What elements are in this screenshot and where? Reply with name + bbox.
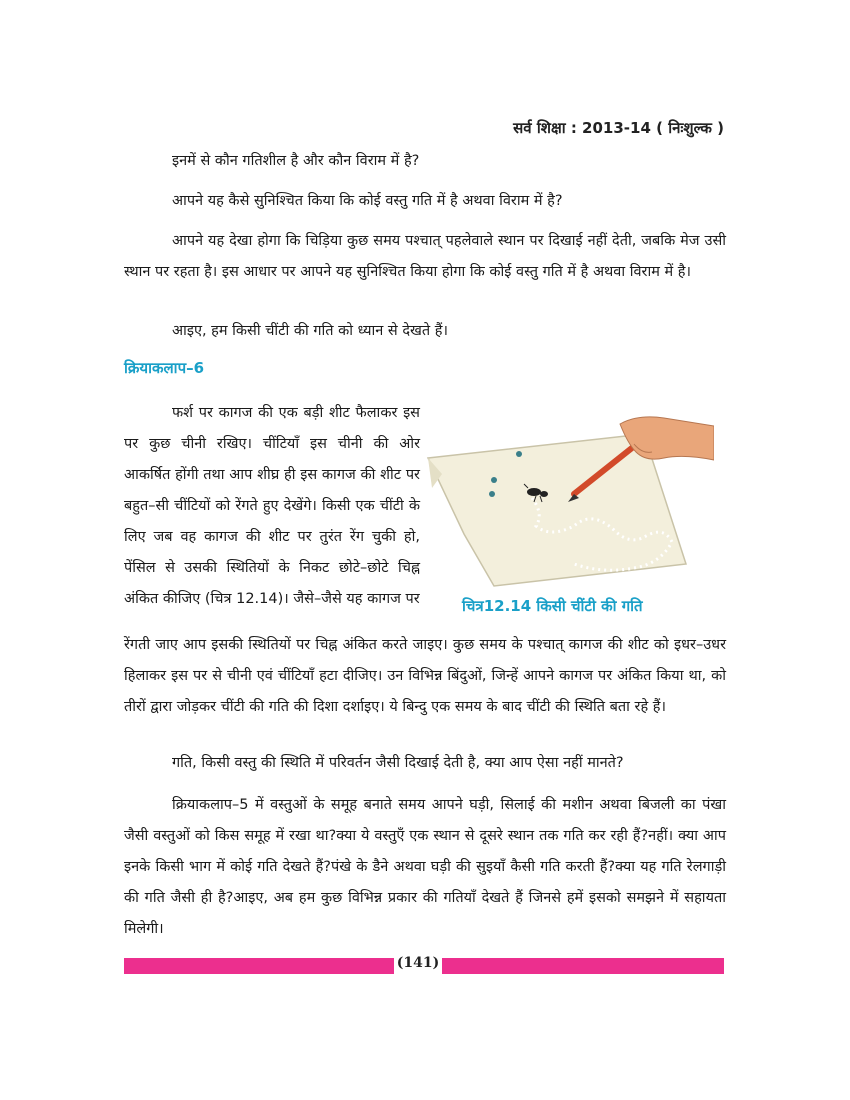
paragraph-question-2: आपने यह कैसे सुनिश्चित किया कि कोई वस्तु गति में है अथवा विराम में है? xyxy=(172,193,563,209)
paragraph-motion-definition: गति, किसी वस्तु की स्थिति में परिवर्तन जैसी दिखाई देती है, क्या आप ऐसा नहीं मानते? xyxy=(172,755,624,771)
activity-text-left: फर्श पर कागज की एक बड़ी शीट फैलाकर इस पर कुछ चीनी रखिए। चींटियाँ इस चीनी की ओर आकर्षित होंगी तथा आप शीघ्र ही इस कागज की शीट पर बहुत–सी चींटियों को रेंगते हुए देखेंगे। किसी एक चींटी के लिए जब वह कागज की शीट पर तुरंत रेंग चुकी हो, पेंसिल से उसकी स्थितियों के निकट छोटे–छोटे चिह्न अंकित कीजिए (चित्र 12.14)। जैसे–जैसे यह कागज पर xyxy=(124,405,420,607)
footer-bar-right xyxy=(442,958,724,974)
paragraph-activity5-reference: क्रियाकलाप–5 में वस्तुओं के समूह बनाते समय आपने घड़ी, सिलाई की मशीन अथवा बिजली का पंखा जैसी वस्तुओं को किस समूह में रखा था?क्या ये वस्तुएँ एक स्थान से दूसरे स्थान तक गति कर रही हैं?नहीं। क्या आप इनके किसी भाग में कोई गति देखते हैं?पंखे के डैने अथवा घड़ी की सुइयाँ कैसी गति करती हैं?क्या यह गति रेलगाड़ी की गति जैसी ही है?आइए, अब हम कुछ विभिन्न प्रकार की गतियाँ देखते हैं जिनसे हमें इसको समझने में सहायता मिलेगी। xyxy=(124,797,726,937)
activity-text-continued: रेंगती जाए आप इसकी स्थितियों पर चिह्न अंकित करते जाइए। कुछ समय के पश्चात् कागज की शीट को इधर–उधर हिलाकर इस पर से चीनी एवं चींटियाँ हटा दीजिए। उन विभिन्न बिंदुओं, जिन्हें आपने कागज पर अंकित किया था, को तीरों द्वारा जोड़कर चींटी की गति की दिशा दर्शाइए। ये बिन्दु एक समय के बाद चींटी की स्थिति बता रहे हैं। xyxy=(124,637,726,715)
footer-bar-left xyxy=(124,958,394,974)
page-number: (141) xyxy=(396,955,440,971)
page-header: सर्व शिक्षा : 2013-14 ( निःशुल्क ) xyxy=(513,119,724,137)
paragraph-ant-intro: आइए, हम किसी चींटी की गति को ध्यान से देखते हैं। xyxy=(172,323,448,339)
activity-title: क्रियाकलाप–6 xyxy=(124,359,205,377)
paper-sheet-icon xyxy=(424,414,714,590)
figure-caption: चित्र12.14 किसी चींटी की गति xyxy=(462,597,643,615)
paragraph-bird-example: आपने यह देखा होगा कि चिड़िया कुछ समय पश्चात् पहलेवाले स्थान पर दिखाई नहीं देती, जबकि मेज उसी स्थान पर रहता है। इस आधार पर आपने यह सुनिश्चित किया होगा कि कोई वस्तु गति में है अथवा विराम में है। xyxy=(124,233,726,280)
paragraph-question-1: इनमें से कौन गतिशील है और कौन विराम में है? xyxy=(172,153,420,169)
figure-ant-motion xyxy=(424,414,714,590)
